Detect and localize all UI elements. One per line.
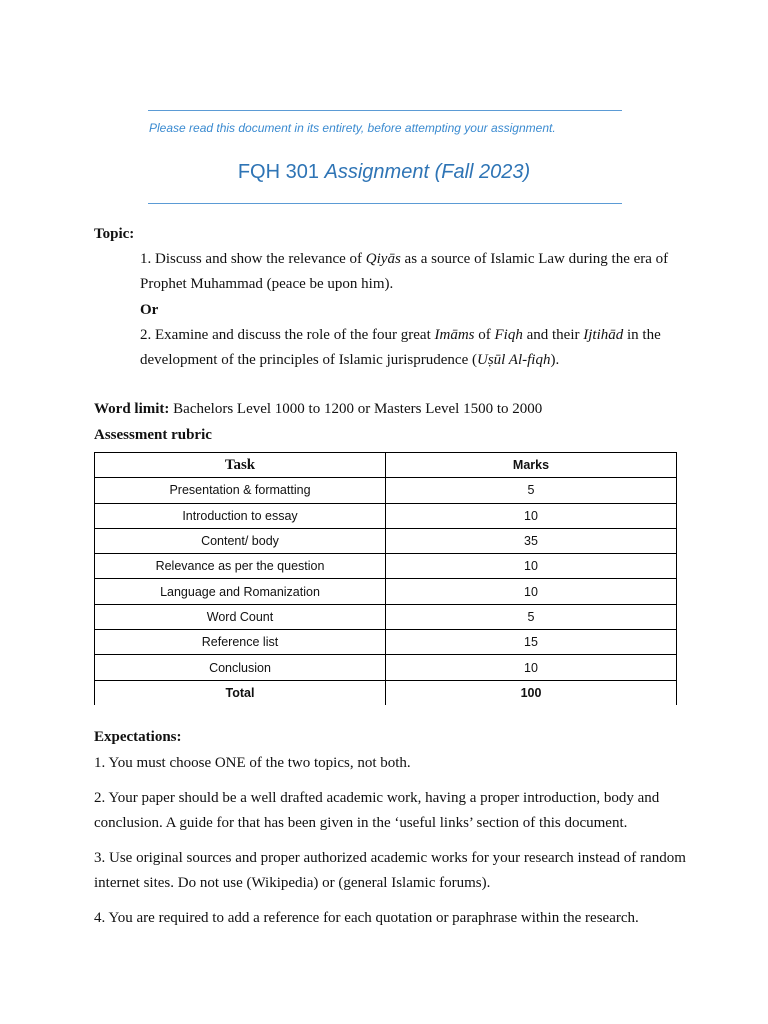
rubric-header-marks: Marks: [386, 453, 677, 478]
rubric-marks-cell: 10: [386, 503, 677, 528]
page-title: [0, 161, 768, 184]
rubric-task-cell: Language and Romanization: [95, 579, 386, 604]
rubric-task-cell: Word Count: [95, 604, 386, 629]
rubric-table: [94, 452, 677, 705]
expectation-item: 1. You must choose ONE of the two topics, not both.: [94, 755, 411, 771]
header-top-rule: [148, 110, 622, 111]
title-assignment: Assignment (Fall 2023): [324, 161, 531, 183]
table-row: [95, 503, 677, 528]
rubric-task-cell: Presentation & formatting: [95, 478, 386, 503]
rubric-total-row: [95, 680, 677, 705]
topic-option-1: 1. Discuss and show the relevance of Qiyās as a source of Islamic Law during the era of Prophet Muhammad (peace be upon him).: [140, 251, 669, 293]
rubric-task-cell: Introduction to essay: [95, 503, 386, 528]
topic-label: Topic:: [94, 226, 135, 242]
term-ijtihad: Ijtihād: [583, 326, 624, 343]
table-row: [95, 655, 677, 680]
table-row: [95, 528, 677, 553]
term-fiqh: Fiqh: [494, 326, 523, 343]
rubric-task-cell: Relevance as per the question: [95, 554, 386, 579]
rubric-marks-cell: 10: [386, 655, 677, 680]
word-limit-text: Bachelors Level 1000 to 1200 or Masters Level 1500 to 2000: [169, 401, 543, 417]
rubric-marks-cell: 5: [386, 604, 677, 629]
table-row: [95, 630, 677, 655]
rubric-total-label: Total: [95, 680, 386, 705]
term-usul: Uṣūl Al-fiqh: [476, 352, 551, 369]
read-notice: Please read this document in its entirety, before attempting your assignment.: [149, 121, 556, 135]
rubric-marks-cell: 10: [386, 579, 677, 604]
word-limit: [94, 401, 542, 418]
term-qiyas: Qiyās: [365, 251, 401, 267]
rubric-marks-cell: 15: [386, 630, 677, 655]
rubric-label: Assessment rubric: [94, 427, 212, 443]
word-limit-label: Word limit:: [94, 401, 170, 417]
term-imams: Imāms: [434, 326, 475, 343]
rubric-header-task: Task: [95, 453, 386, 478]
rubric-task-cell: Conclusion: [95, 655, 386, 680]
topic-or: Or: [140, 301, 159, 318]
topic-options: [140, 247, 688, 373]
table-row: [95, 478, 677, 503]
expectation-item: 4. You are required to add a reference for each quotation or paraphrase within the research.: [94, 909, 639, 926]
rubric-header-row: [95, 453, 677, 478]
rubric-marks-cell: 5: [386, 478, 677, 503]
expectations-section: [94, 729, 694, 940]
title-course-code: FQH 301: [237, 161, 325, 183]
rubric-marks-cell: 35: [386, 528, 677, 553]
expectations-label: Expectations:: [94, 729, 182, 745]
header-bottom-rule: [148, 203, 622, 204]
rubric-task-cell: Content/ body: [95, 528, 386, 553]
topic-option-2: 2. Examine and discuss the role of the four great Imāms of Fiqh and their Ijtihād in the development of the principles of Islamic jurisprudence (Uṣūl Al-fiqh).: [140, 326, 661, 369]
expectation-item: 3. Use original sources and proper authorized academic works for your research instead of random internet sites. Do not use (Wikipedia) or (general Islamic forums).: [94, 849, 686, 891]
rubric-task-cell: Reference list: [95, 630, 386, 655]
expectation-item: 2. Your paper should be a well drafted academic work, having a proper introduction, body and conclusion. A guide for that has been given in the ‘useful links’ section of this document.: [94, 789, 660, 831]
table-row: [95, 604, 677, 629]
table-row: [95, 579, 677, 604]
rubric-total-marks: 100: [386, 680, 677, 705]
table-row: [95, 554, 677, 579]
rubric-marks-cell: 10: [386, 554, 677, 579]
